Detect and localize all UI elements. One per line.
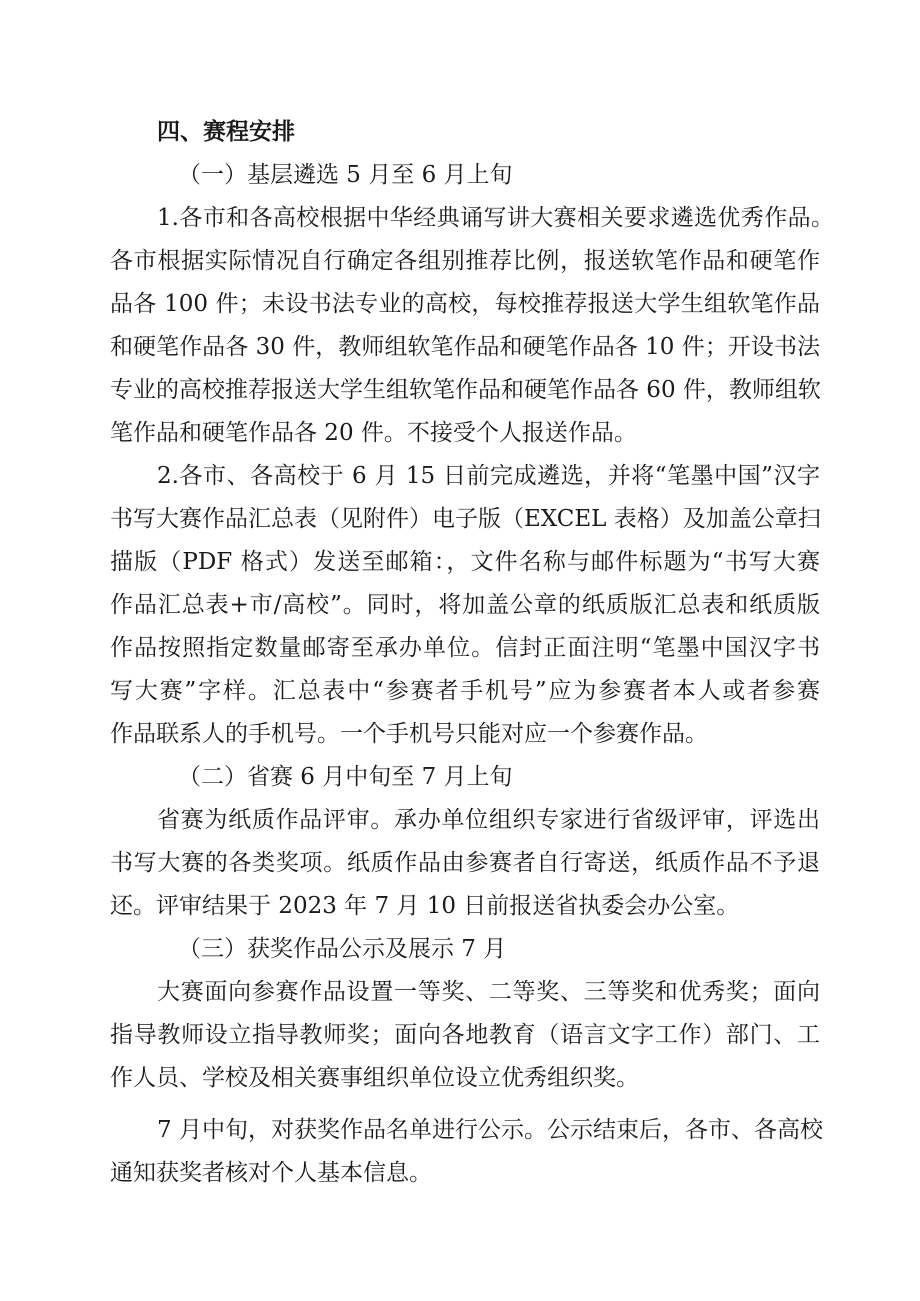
paragraph-line: 7 月中旬，对获奖作品名单进行公示。公示结束后，各市、各高校 (157, 1117, 823, 1143)
paragraph-line: 省赛为纸质作品评审。承办单位组织专家进行省级评审，评选出 (157, 807, 820, 833)
paragraph-line: 大赛面向参赛作品设置一等奖、二等奖、三等奖和优秀奖；面向 (157, 979, 820, 1005)
paragraph-line: 作人员、学校及相关赛事组织单位设立优秀组织奖。 (110, 1065, 639, 1091)
paragraph-line: 还。评审结果于 2023 年 7 月 10 日前报送省执委会办公室。 (110, 893, 740, 919)
paragraph-line: 书写大赛的各类奖项。纸质作品由参赛者自行寄送，纸质作品不予退 (110, 850, 820, 876)
paragraph-line: 笔作品和硬笔作品各 20 件。不接受个人报送作品。 (110, 420, 637, 446)
paragraph-line: 作品按照指定数量邮寄至承办单位。信封正面注明“笔墨中国汉字书 (110, 635, 820, 661)
paragraph-line: 书写大赛作品汇总表（见附件）电子版（EXCEL 表格）及加盖公章扫 (110, 506, 821, 532)
subsection-title-3: （三）获奖作品公示及展示 7 月 (178, 936, 507, 962)
paragraph-line: 2.各市、各高校于 6 月 15 日前完成遴选，并将“笔墨中国”汉字 (157, 463, 820, 489)
paragraph-line: 指导教师设立指导教师奖；面向各地教育（语言文字工作）部门、工 (110, 1022, 820, 1048)
paragraph-line: 通知获奖者核对个人基本信息。 (110, 1160, 432, 1186)
paragraph-line: 作品联系人的手机号。一个手机号只能对应一个参赛作品。 (110, 721, 708, 747)
paragraph-line: 1.各市和各高校根据中华经典诵写讲大赛相关要求遴选优秀作品。 (157, 205, 834, 231)
paragraph-line: 写大赛”字样。汇总表中“参赛者手机号”应为参赛者本人或者参赛 (110, 678, 820, 704)
section-heading: 四、赛程安排 (157, 119, 295, 145)
paragraph-line: 作品汇总表+市/高校”。同时，将加盖公章的纸质版汇总表和纸质版 (110, 592, 820, 618)
paragraph-line: 描版（PDF 格式）发送至邮箱：，文件名称与邮件标题为“书写大赛 (110, 549, 820, 575)
paragraph-line: 和硬笔作品各 30 件，教师组软笔作品和硬笔作品各 10 件；开设书法 (110, 334, 820, 360)
subsection-title-2: （二）省赛 6 月中旬至 7 月上旬 (178, 764, 513, 790)
subsection-title-1: （一）基层遴选 5 月至 6 月上旬 (178, 162, 513, 188)
paragraph-line: 品各 100 件；未设书法专业的高校，每校推荐报送大学生组软笔作品 (110, 291, 820, 317)
paragraph-line: 专业的高校推荐报送大学生组软笔作品和硬笔作品各 60 件，教师组软 (110, 377, 821, 403)
paragraph-line: 各市根据实际情况自行确定各组别推荐比例，报送软笔作品和硬笔作 (110, 248, 820, 274)
